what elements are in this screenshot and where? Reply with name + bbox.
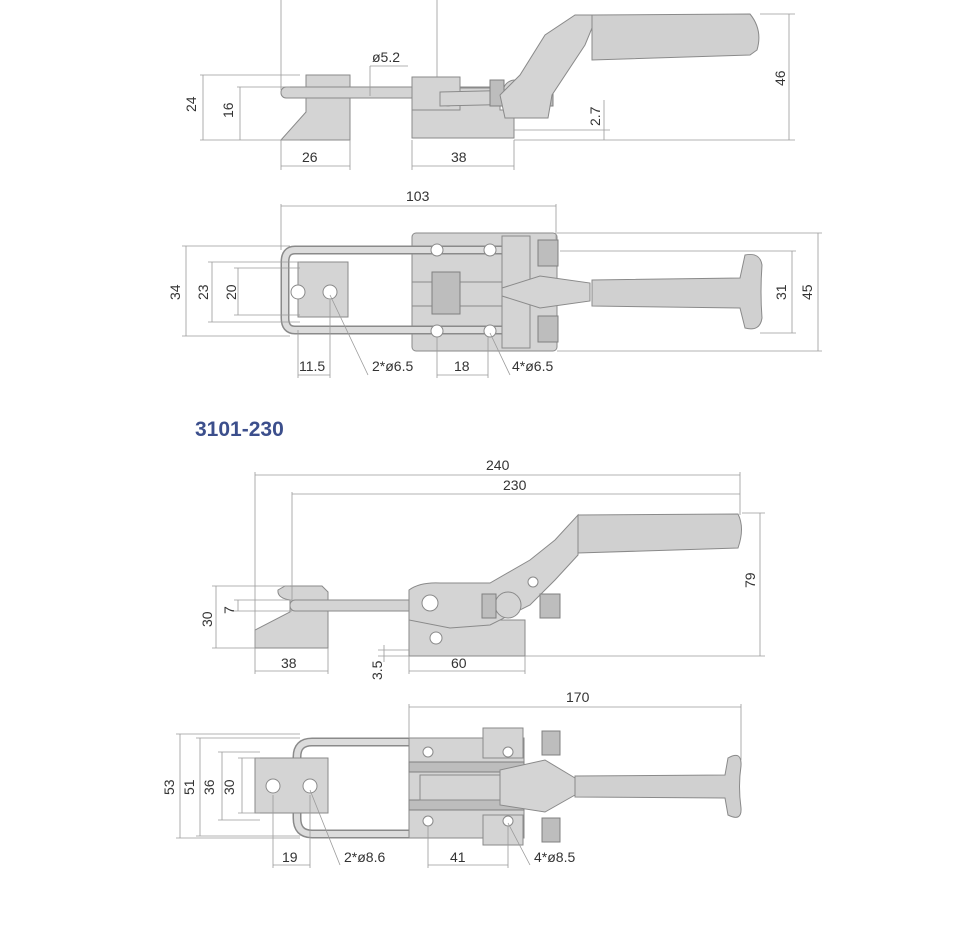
- view1-side-dim-d7: 46: [772, 70, 788, 86]
- view2-side-dim-d8: 60: [451, 655, 467, 671]
- view1-top-drawing: [167, 188, 822, 378]
- view2-top-dim-d8: 41: [450, 849, 466, 865]
- view2-side-dim-d2: 230: [503, 477, 527, 493]
- model-title: 3101-230: [195, 418, 284, 441]
- view2-top-drawing: [161, 689, 741, 868]
- view1-side-drawing: [183, 0, 795, 170]
- view1-top-dim-d3: 23: [195, 284, 211, 300]
- view1-top-dim-d2: 34: [167, 284, 183, 300]
- view2-top-dim-d9: 4*ø8.5: [534, 849, 576, 865]
- view1-side-dim-d4: 26: [302, 149, 318, 165]
- view1-top-dim-d9: 31: [773, 284, 789, 300]
- view1-side-dim-d6: 2.7: [587, 106, 603, 126]
- view1-side-dim-d2: 24: [183, 96, 199, 112]
- view2-side-dim-d1: 240: [486, 457, 510, 473]
- view1-top-dim-d6: 2*ø6.5: [372, 358, 414, 374]
- view2-side-dim-d6: 38: [281, 655, 297, 671]
- view1-top-dim-d5: 11.5: [299, 358, 326, 374]
- view1-top-dim-d7: 18: [454, 358, 470, 374]
- view2-top-dim-d4: 36: [201, 779, 217, 795]
- view1-top-dim-d8: 4*ø6.5: [512, 358, 554, 374]
- view2-top-dim-d3: 51: [181, 779, 197, 795]
- view1-top-dim-d4: 20: [223, 284, 239, 300]
- view2-side-dim-d4: 30: [199, 611, 215, 627]
- view1-top-dim-d10: 45: [799, 284, 815, 300]
- view2-side-dim-d3: 79: [742, 572, 758, 588]
- view2-top-dim-d7: 2*ø8.6: [344, 849, 386, 865]
- view2-top-dim-d6: 19: [282, 849, 298, 865]
- view2-top-dim-d1: 170: [566, 689, 590, 705]
- view2-top-dim-d2: 53: [161, 779, 177, 795]
- view1-side-dim-d5: 38: [451, 149, 467, 165]
- view1-side-dim-d1: ø5.2: [372, 49, 401, 65]
- view2-side-drawing: [199, 457, 765, 680]
- view2-top-dim-d5: 30: [221, 779, 237, 795]
- view1-side-dim-d3: 16: [220, 102, 236, 118]
- view1-top-dim-d1: 103: [406, 188, 430, 204]
- view2-side-dim-d5: 7: [221, 606, 237, 614]
- view2-side-dim-d7: 3.5: [369, 660, 385, 680]
